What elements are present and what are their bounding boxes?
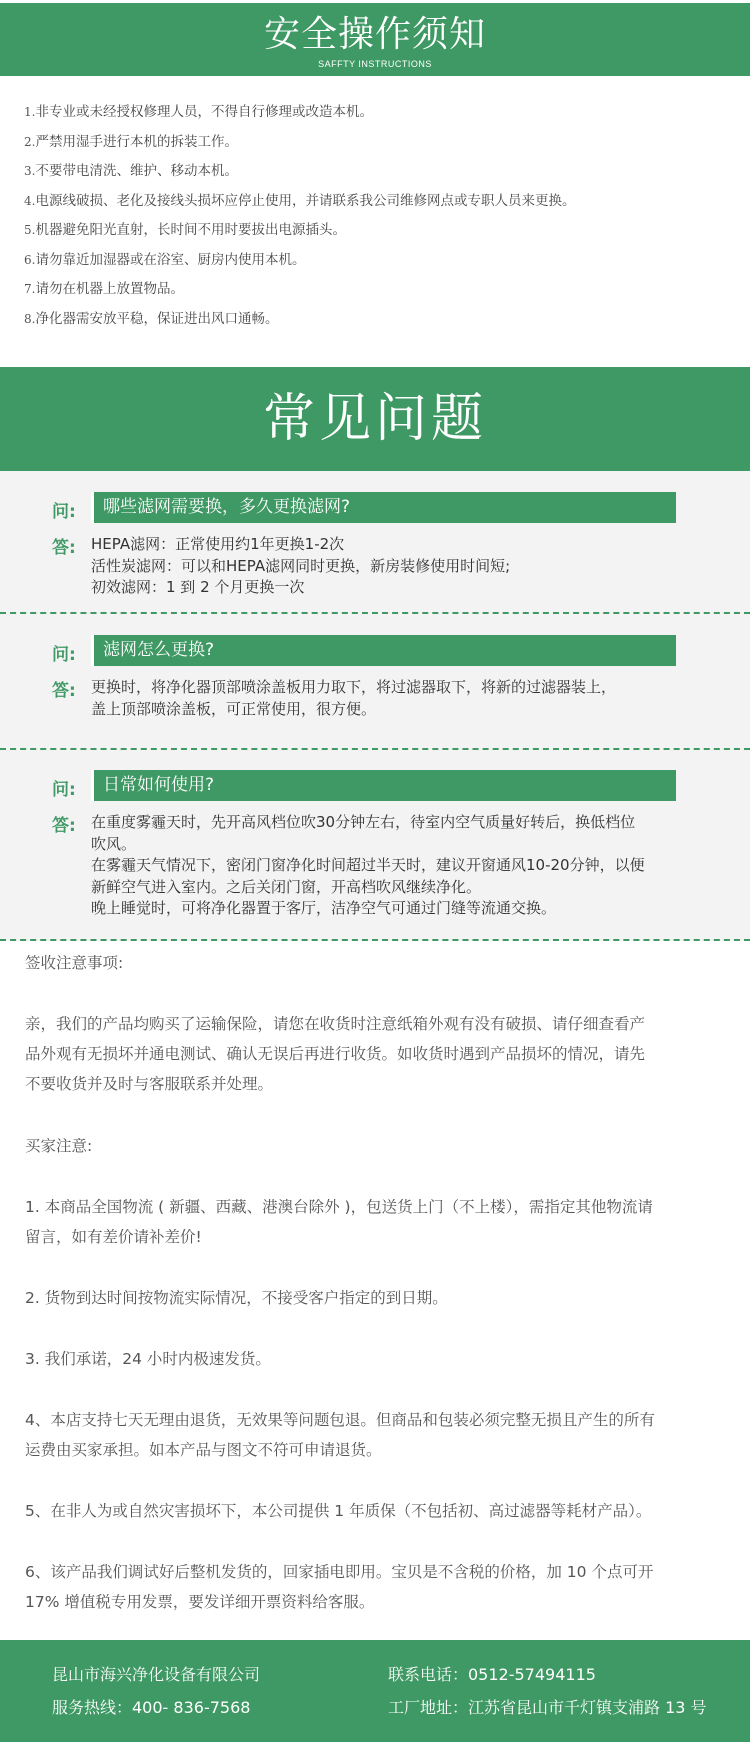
safety-item <box>24 246 734 276</box>
safety-list <box>24 98 734 334</box>
answer-line: 在重度雾霾天时，先开高风档位吹30分钟左右，待室内空气质量好转后，换低档位 <box>91 813 636 831</box>
answer-line: 新鲜空气进入室内。之后关闭门窗，开高档吹风继续净化。 <box>91 877 482 896</box>
safety-item-text: 电源线破损、老化及接线头损坏应停止使用，并请联系我公司维修网点或专职人员来更换。 <box>35 192 576 209</box>
answer-line: 初效滤网：1 到 2 个月更换一次 <box>91 578 305 596</box>
safety-item-text: 请勿靠近加湿器或在浴室、厨房内使用本机。 <box>35 251 306 268</box>
safety-item-number: 7. <box>24 282 36 296</box>
question-bar: 哪些滤网需要换，多久更换滤网? <box>91 492 676 523</box>
buyer-line: 运费由买家承担。如本产品与图文不符可申请退货。 <box>25 1441 382 1459</box>
safety-item-text: 严禁用湿手进行本机的拆装工作。 <box>35 133 238 150</box>
buyer-title: 买家注意: <box>25 1137 93 1155</box>
answer-line: 更换时，将净化器顶部喷涂盖板用力取下，将过滤器取下，将新的过滤器装上， <box>91 678 617 696</box>
answer-line: 活性炭滤网：可以和HEPA滤网同时更换，新房装修使用时间短; <box>91 556 511 575</box>
buyer-line: 3. 我们承诺，24 小时内极速发货。 <box>25 1350 271 1368</box>
answer-line: 吹风。 <box>91 834 137 853</box>
safety-item-number: 2. <box>24 134 36 149</box>
service-hotline: 服务热线：400- 836-7568 <box>52 1698 251 1717</box>
dashed-divider <box>0 612 750 614</box>
answer-label: 答: <box>52 538 76 558</box>
buyer-line: 6、该产品我们调试好后整机发货的，回家插电即用。宝贝是不含税的价格，加 10 个点可开 <box>25 1563 654 1581</box>
safety-item <box>24 216 734 246</box>
answer-text <box>91 812 701 920</box>
answer-text <box>91 677 701 720</box>
answer-text <box>91 534 701 599</box>
safety-item <box>24 128 734 158</box>
safety-item-number: 3. <box>24 164 36 178</box>
safety-item <box>24 275 734 305</box>
buyer-line: 17% 增值税专用发票，要发详细开票资料给客服。 <box>25 1593 375 1611</box>
safety-item-text: 机器避免阳光直射，长时间不用时要拔出电源插头。 <box>35 222 346 238</box>
answer-label: 答: <box>52 681 76 701</box>
buyer-line: 5、在非人为或自然灾害损坏下，本公司提供 1 年质保（不包括初、高过滤器等耗材产品）。 <box>25 1502 652 1520</box>
dashed-divider <box>0 748 750 750</box>
safety-item-number: 8. <box>24 311 36 326</box>
buyer-line: 2. 货物到达时间按物流实际情况，不接受客户指定的到日期。 <box>25 1289 448 1307</box>
receipt-title: 签收注意事项: <box>25 954 124 972</box>
safety-item <box>24 98 734 128</box>
answer-line: HEPA滤网：正常使用约1年更换1-2次 <box>91 535 345 553</box>
receipt-line: 品外观有无损坏并通电测试、确认无误后再进行收货。如收货时遇到产品损坏的情况，请先 <box>25 1045 646 1063</box>
faq-header <box>0 367 750 471</box>
safety-item-number: 4. <box>24 193 36 208</box>
factory-address: 工厂地址：江苏省昆山市千灯镇支浦路 13 号 <box>388 1698 707 1717</box>
question-label: 问: <box>52 502 76 522</box>
safety-item-text: 不要带电清洗、维护、移动本机。 <box>35 163 238 179</box>
safety-header <box>0 3 750 76</box>
answer-label: 答: <box>52 816 76 836</box>
buyer-line: 1. 本商品全国物流 ( 新疆、西藏、港澳台除外 )，包送货上门（不上楼），需指定其他物流请 <box>25 1198 653 1216</box>
question-label: 问: <box>52 645 76 665</box>
faq-title: 常见问题 <box>262 389 487 449</box>
safety-item-number: 6. <box>24 252 36 267</box>
safety-title: 安全操作须知 <box>263 14 486 55</box>
receipt-line: 不要收货并及时与客服联系并处理。 <box>25 1075 274 1093</box>
safety-item-number: 1. <box>24 105 36 119</box>
contact-phone: 联系电话：0512-57494115 <box>388 1665 596 1684</box>
dashed-divider <box>0 939 750 941</box>
safety-item-text: 请勿在机器上放置物品。 <box>35 281 184 297</box>
safety-item <box>24 157 734 187</box>
buyer-line: 留言，如有差价请补差价! <box>25 1228 202 1246</box>
faq-section <box>0 471 750 941</box>
question-label: 问: <box>52 780 76 800</box>
answer-line: 盖上顶部喷涂盖板，可正常使用，很方便。 <box>91 699 377 718</box>
question-bar: 日常如何使用? <box>91 770 676 801</box>
safety-item-text: 净化器需安放平稳，保证进出风口通畅。 <box>35 310 279 327</box>
question-bar: 滤网怎么更换? <box>91 635 676 666</box>
receipt-line: 亲，我们的产品均购买了运输保险，请您在收货时注意纸箱外观有没有破损、请仔细查看产 <box>25 1015 646 1033</box>
safety-item-number: 5. <box>24 223 36 237</box>
safety-subtitle: SAFFTY INSTRUCTIONS <box>318 59 432 69</box>
safety-item <box>24 305 734 335</box>
buyer-line: 4、本店支持七天无理由退货，无效果等问题包退。但商品和包装必须完整无损且产生的所有 <box>25 1411 655 1429</box>
company-name: 昆山市海兴净化设备有限公司 <box>52 1665 261 1684</box>
safety-item-text: 非专业或未经授权修理人员，不得自行修理或改造本机。 <box>35 104 373 120</box>
answer-line: 晚上睡觉时，可将净化器置于客厅，洁净空气可通过门缝等流通交换。 <box>91 899 557 917</box>
answer-line: 在雾霾天气情况下，密闭门窗净化时间超过半天时，建议开窗通风10-20分钟，以便 <box>91 856 645 874</box>
safety-item <box>24 187 734 217</box>
footer <box>0 1640 750 1742</box>
